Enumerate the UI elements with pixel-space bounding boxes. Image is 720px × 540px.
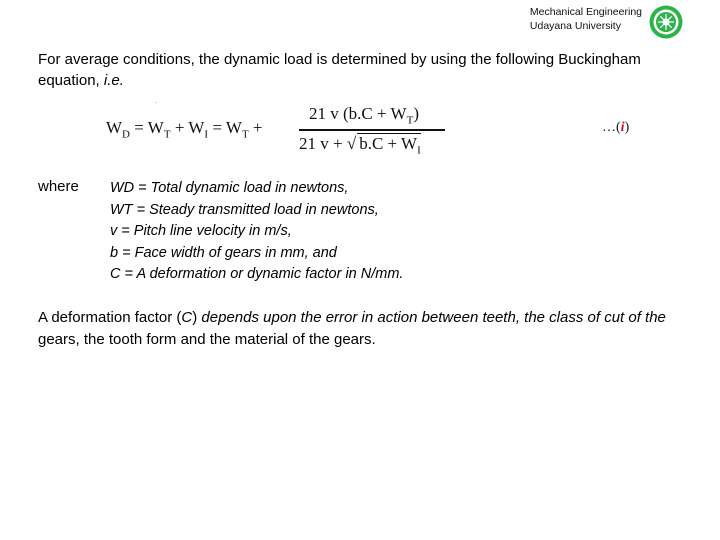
department-name: Mechanical Engineering bbox=[529, 6, 642, 18]
equation-number: …(i) bbox=[602, 120, 630, 135]
intro-text: For average conditions, the dynamic load is determined by using the following Buckingham equation, bbox=[38, 51, 641, 89]
intro-ie: i.e. bbox=[103, 72, 124, 89]
deformation-factor-paragraph: A deformation factor (C) depends upon the error in action between teeth, the class of cut of the gears, the tooth form and the material of the gears. bbox=[38, 309, 666, 348]
definition-item: C = A deformation or dynamic factor in N/mm. bbox=[110, 266, 404, 282]
equation-denominator: 21 v + √ $b.C + W_I$ bbox=[299, 134, 421, 157]
university-name: Udayana University bbox=[529, 20, 621, 32]
stray-dot: . bbox=[155, 96, 158, 105]
definition-item: v = Pitch line velocity in m/s, bbox=[110, 223, 292, 239]
definition-item: WD = Total dynamic load in newtons, bbox=[110, 180, 349, 196]
sqrt-icon: √ bbox=[346, 134, 357, 153]
institution-header bbox=[530, 5, 642, 33]
university-logo-icon bbox=[648, 4, 684, 40]
fraction-bar bbox=[299, 129, 445, 131]
where-label: where bbox=[38, 178, 79, 195]
equation-numerator: 21 v $(b.C + W_T)$ bbox=[309, 104, 419, 127]
intro-paragraph bbox=[38, 49, 678, 91]
definition-item: WT = Steady transmitted load in newtons, bbox=[110, 201, 379, 218]
equation-fraction bbox=[299, 104, 445, 156]
equation-lhs: $W_D = W_T + W_I = W_T$ + bbox=[106, 118, 263, 141]
buckingham-equation bbox=[106, 104, 646, 156]
variable-definitions bbox=[110, 178, 403, 286]
definition-item: b = Face width of gears in mm, and bbox=[110, 244, 337, 261]
